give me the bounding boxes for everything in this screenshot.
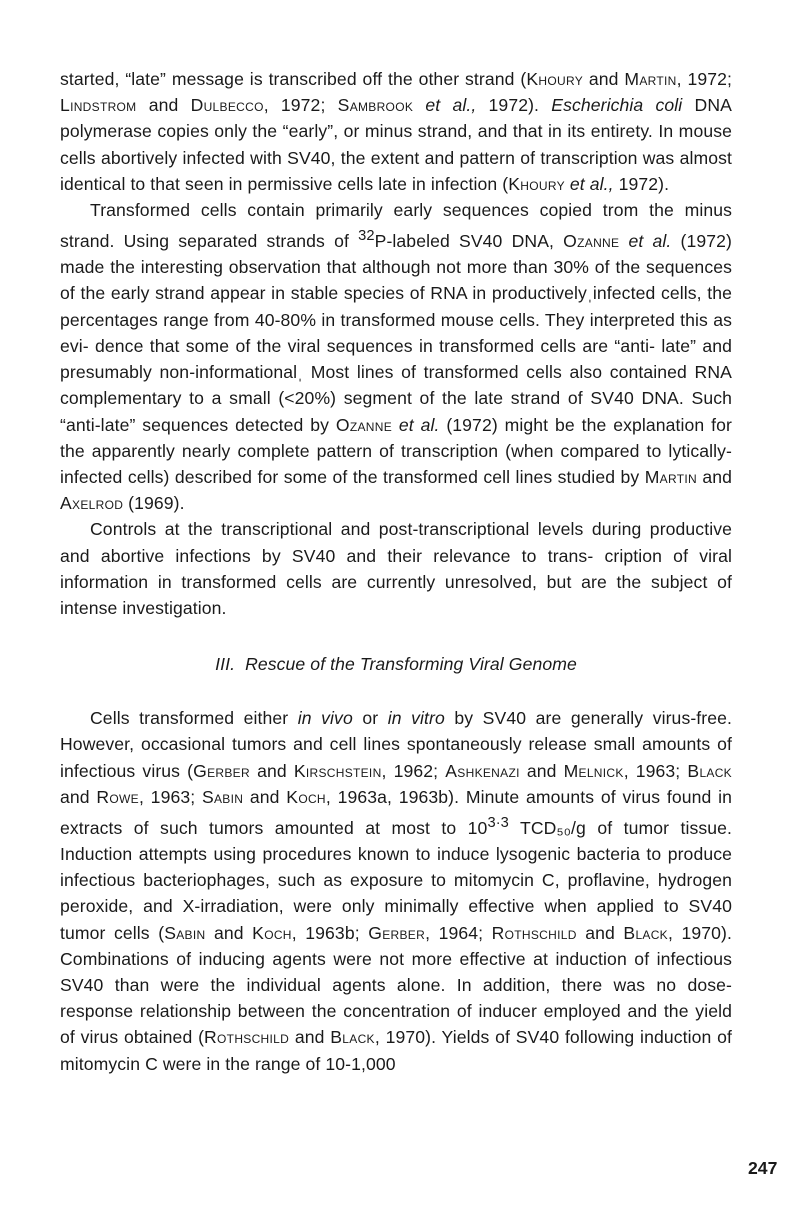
author-name: Axelrod xyxy=(60,493,124,514)
text-run: (1972) made the interesting observation that although not more than 30% of the sequences of the early strand appear in stable species of RNA in productivelyˌinfected cells, the percentages range from 40-80% in transformed mouse cells. They interpreted this as evi- dence that some of the viral sequences in transformed cells are “anti- late” and presumably non-informationalˌ Most lines of transformed cells also contained RNA complementary to a small (<20%) segment of the late strand of SV40 DNA. Such “anti-late” sequences detected by xyxy=(60,231,732,435)
text-run: 1972). xyxy=(613,173,670,194)
text-run: and xyxy=(289,1027,331,1048)
species-name: Escherichia coli xyxy=(551,95,683,116)
isotope-superscript: 32 xyxy=(358,228,375,245)
text-run: or xyxy=(352,708,388,729)
author-name: Koch xyxy=(286,786,326,807)
text-run: , 1963b; xyxy=(291,922,369,943)
author-name: Martin xyxy=(624,69,677,89)
section-title: Rescue of the Transforming Viral Genome xyxy=(245,654,577,675)
text-run: , 1964; xyxy=(425,922,492,943)
section-heading xyxy=(60,651,732,677)
text-run xyxy=(413,95,425,115)
author-name: Ozanne xyxy=(335,414,393,435)
author-name: Ashkenazi xyxy=(445,760,520,781)
text-run: P-labeled SV40 DNA, xyxy=(374,231,564,252)
text-column xyxy=(60,66,732,1077)
text-run: , 1963; xyxy=(623,760,688,781)
text-run: Cells transformed either xyxy=(90,708,298,729)
author-name: Kirschstein xyxy=(293,760,382,781)
author-name: Rothschild xyxy=(491,922,577,943)
exponent-superscript: 3·3 xyxy=(487,814,509,831)
page-number: 247 xyxy=(748,1158,778,1178)
paragraph-3 xyxy=(60,516,732,621)
text-run: and xyxy=(519,760,564,781)
text-run: , 1972; xyxy=(263,95,338,116)
author-name: Lindstrom xyxy=(60,95,137,116)
author-name: Rothschild xyxy=(204,1027,290,1048)
latin-term: in vivo xyxy=(297,708,353,729)
text-run: (1972) might be the explanation for the apparently nearly complete pattern of transcription (when compared to lytically-infected cells) described for some of the transformed cell lines studied by xyxy=(60,414,732,487)
text-run: by SV40 are generally virus-free. However, occasional tumors and cell lines spontaneously release small amounts of infectious virus ( xyxy=(60,708,733,781)
text-run: , 1972; xyxy=(676,69,732,89)
text-run: , 1970). Combinations of inducing agents were not more effective at induction of infectious SV40 than were the individual agents alone. In addition, there was no dose- response relationship between the concentration of inducer employed and the yield of virus obtained ( xyxy=(60,922,732,1048)
paragraph-1 xyxy=(60,66,732,197)
text-run: , 1970). Yields of SV40 following induction of mitomycin C were in the range of 10-1,000 xyxy=(60,1027,733,1074)
author-name: Black xyxy=(623,922,668,943)
author-name: Melnick xyxy=(563,760,624,781)
text-run: and xyxy=(583,69,625,89)
text-run: and xyxy=(136,95,191,116)
text-run: and xyxy=(60,786,97,807)
author-name: Sabin xyxy=(164,922,206,943)
author-name: Khoury xyxy=(526,69,583,89)
author-name: Koch xyxy=(252,922,292,943)
latin-term: in vitro xyxy=(387,708,445,729)
text-run: TCD₅₀/g of tumor tissue. Induction attempts using procedures known to induce lysogenic bacteria to produce infectious bacteriophages, such as exposure to mitomycin C, proflavine, hydrogen peroxide, and X-irradiation, were only minimally effective when applied to SV40 tumor cells ( xyxy=(60,817,733,943)
text-run: (1969). xyxy=(123,493,185,514)
text-run: and xyxy=(249,760,294,781)
paragraph-3-text: Controls at the transcriptional and post-transcriptional levels during productive and abortive infections by SV40 and their relevance to trans- cription of viral information in transformed cells are currently unresolved, but are the subject of intense investigation. xyxy=(60,519,732,618)
paragraph-2 xyxy=(60,197,732,516)
text-run: 1972). xyxy=(476,95,552,116)
author-name: Sambrook xyxy=(337,95,414,116)
text-run: and xyxy=(696,466,732,487)
text-run: , 1963a, 1963b). Minute amounts of virus found in extracts of such tumors amounted at most to 10 xyxy=(60,786,732,838)
text-run: and xyxy=(243,786,287,807)
et-al: et al. xyxy=(398,414,440,435)
author-name: Martin xyxy=(644,466,697,487)
author-name: Gerber xyxy=(368,922,426,943)
author-name: Ozanne xyxy=(563,231,620,252)
author-name: Gerber xyxy=(193,760,250,781)
text-run: and xyxy=(205,922,253,943)
text-run: , 1963; xyxy=(138,786,202,807)
text-run: , 1962; xyxy=(381,760,446,781)
author-name: Rowe xyxy=(96,786,139,807)
text-run xyxy=(392,415,399,435)
section-numeral: III. xyxy=(215,654,236,675)
text-run: started, “late” message is transcribed off the other strand ( xyxy=(60,69,527,89)
author-name: Black xyxy=(687,760,732,781)
author-name: Sabin xyxy=(201,786,244,807)
text-run: DNA polymerase copies only the “early”, or minus strand, and that in its entirety. In mouse cells abortively infected with SV40, the extent and pattern of transcription was almost identical to that seen in permissive cells late in infection ( xyxy=(60,95,732,194)
author-name: Dulbecco xyxy=(190,95,264,116)
text-run: and xyxy=(576,922,624,943)
author-name: Khoury xyxy=(508,173,565,194)
paragraph-4 xyxy=(60,705,732,1077)
et-al: et al., xyxy=(425,95,477,116)
et-al: et al. xyxy=(628,231,672,252)
author-name: Black xyxy=(330,1027,375,1048)
et-al: et al., xyxy=(569,173,614,194)
text-run: Transformed cells contain primarily early sequences copied trom the minus strand. Using separated strands of xyxy=(60,200,732,252)
